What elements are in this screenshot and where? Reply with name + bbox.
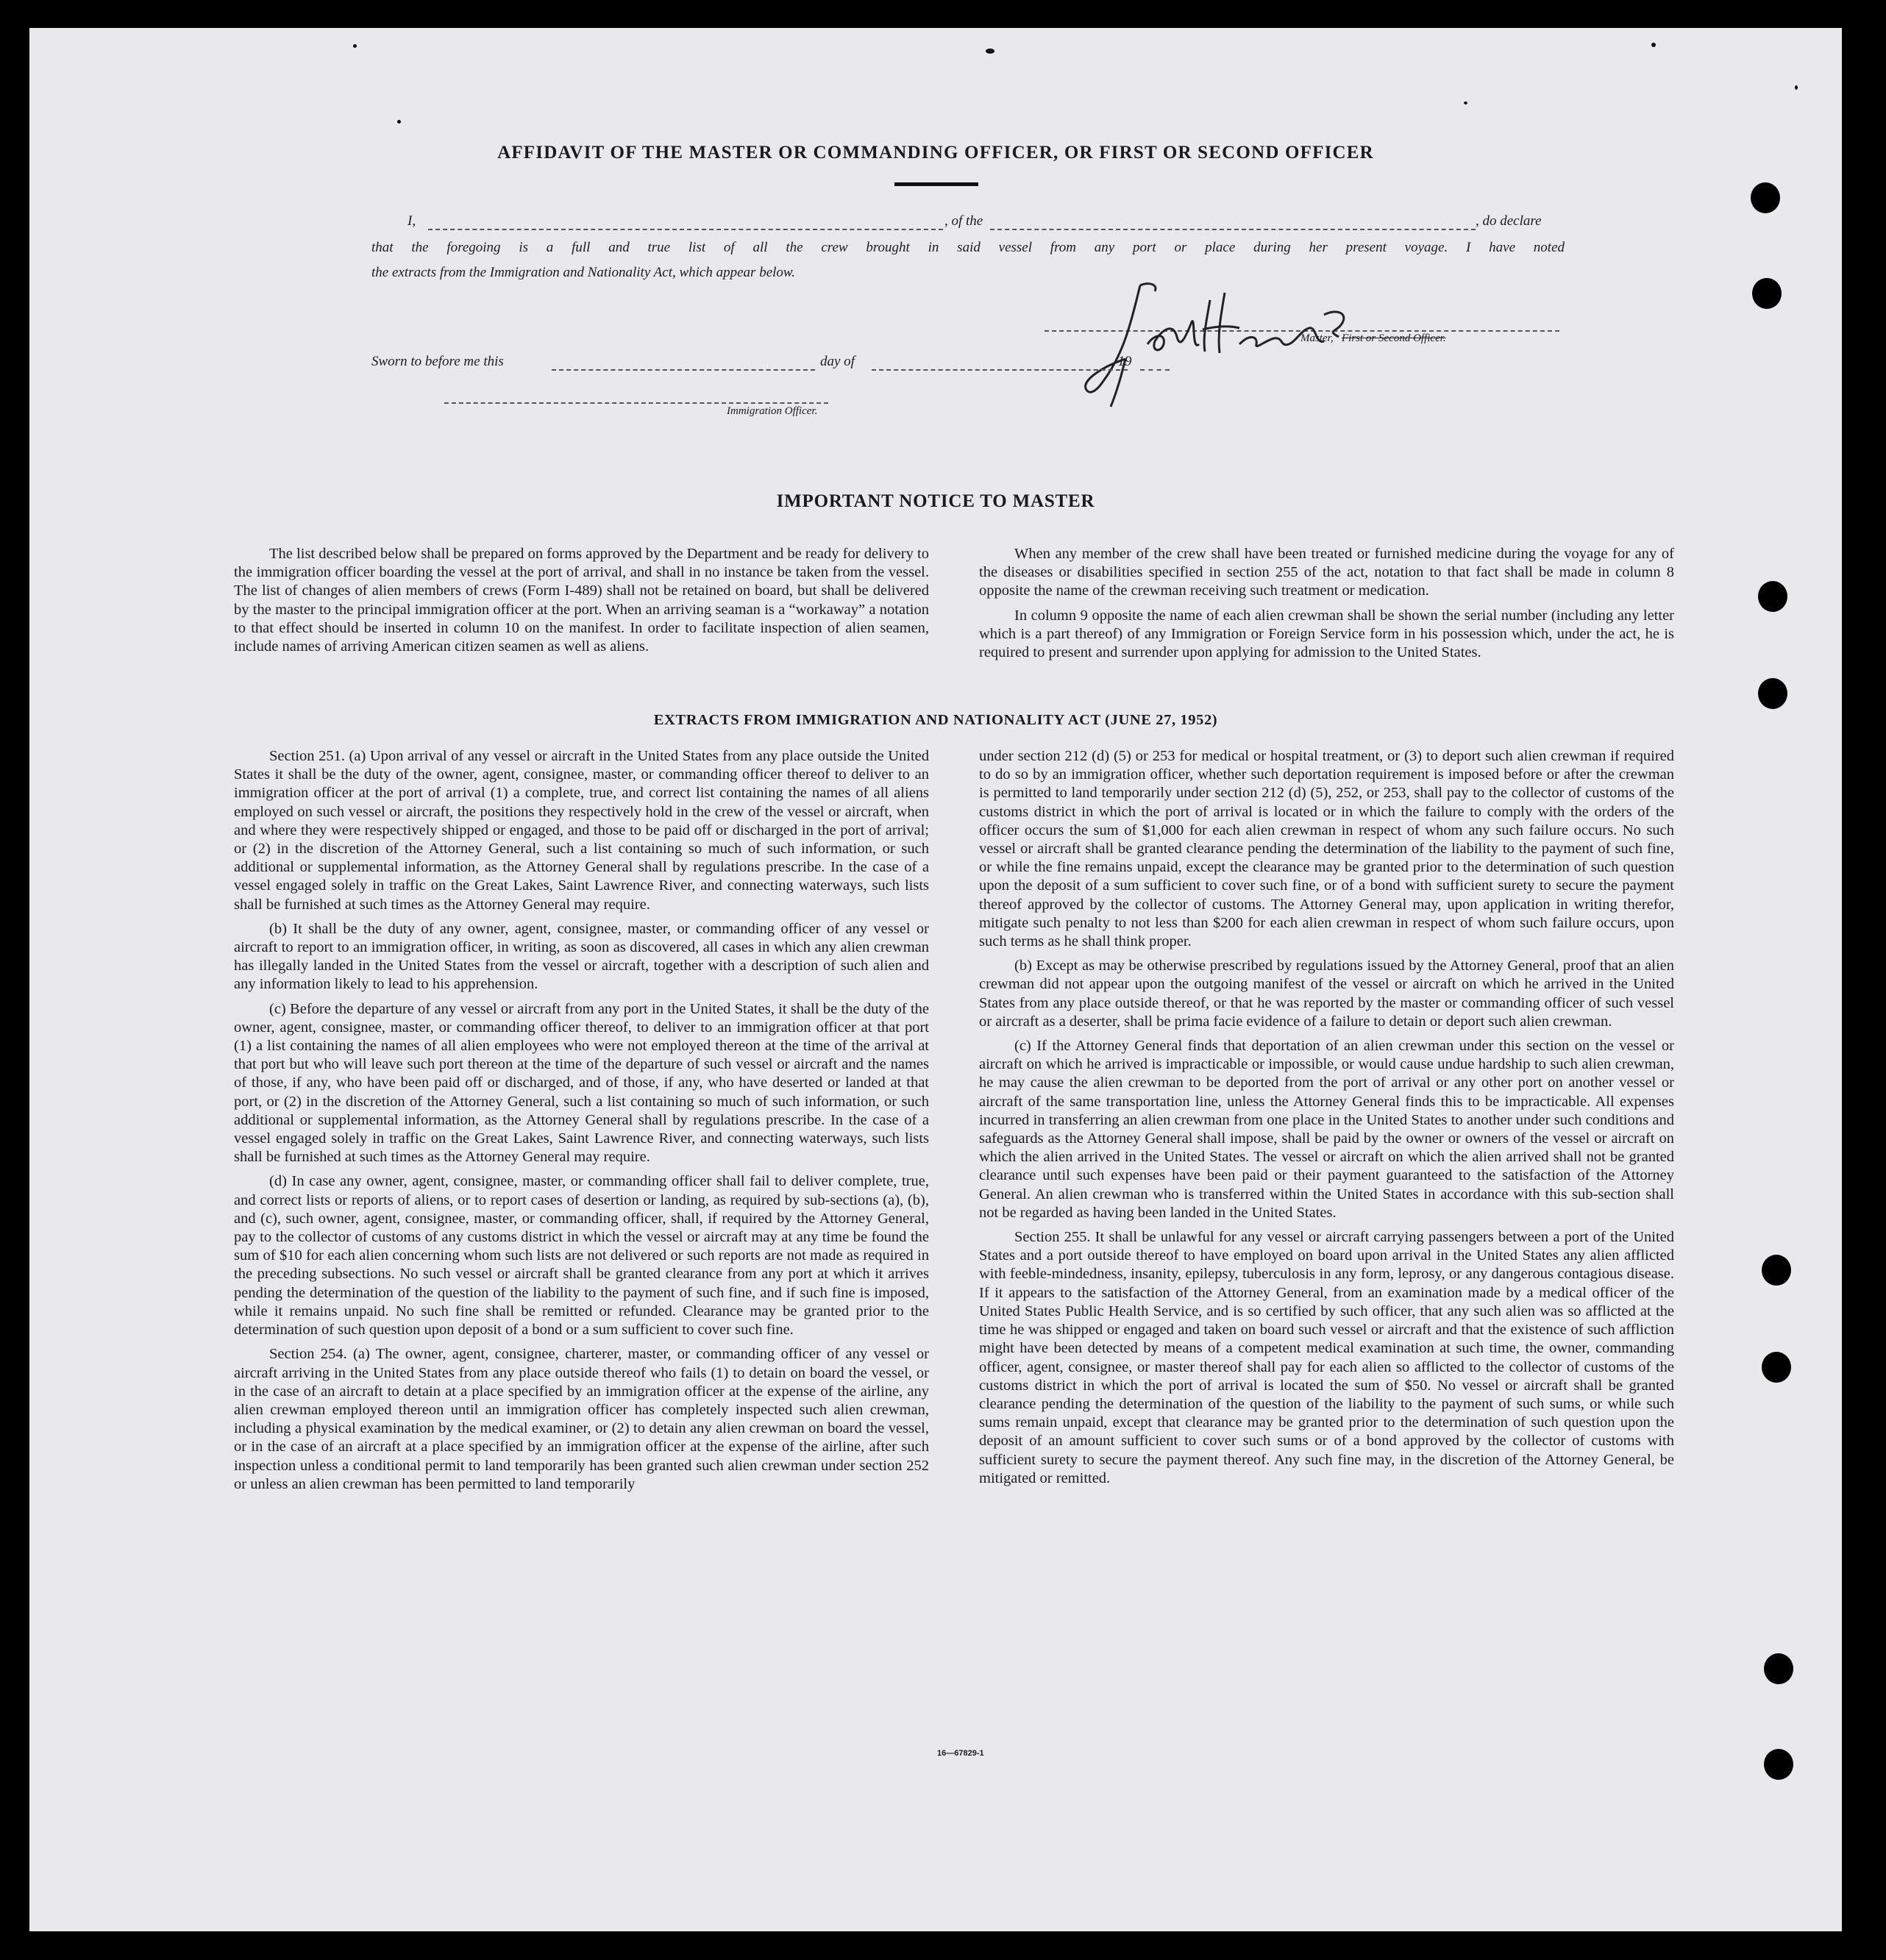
notice-title: IMPORTANT NOTICE TO MASTER: [776, 491, 1095, 511]
affidavit-line3: the extracts from the Immigration and Nationality Act, which appear below.: [371, 265, 795, 280]
affidavit-i: I,: [408, 213, 416, 229]
section-254-a-continued: under section 212 (d) (5) or 253 for medical or hospital treatment, or (3) to deport such alien crewman if required to do so by an immigration officer, whether such deportation requirement is imposed before or after the crewman is permitted to land temporarily under section 212 (d) (5), 252, or 253, shall pay to the collector of customs of the customs district in which the port of arrival is located or in which the failure to comply with the orders of the officer occurs the sum of $1,000 for each alien crewman in respect of whom any such failure occurs. No such vessel or aircraft shall be granted clearance pending the determination of the liability to the payment of such fine, or while the fine remains unpaid, except the clearance may be granted prior to the determination of such question upon the deposit of a sum sufficient to cover such fine, or of a bond with sufficient surety to secure the payment thereof approved by the collector of customs. The Attorney General may, upon application in writing therefor, mitigate such penalty to not less than $200 for each alien crewman in respect of whom such failure occurs, upon such terms as he shall think proper.: [979, 748, 1674, 950]
scan-speck: [1464, 101, 1467, 104]
section-254-a: Section 254. (a) The owner, agent, consignee, charterer, master, or commanding officer of any vessel or aircraft arriving in the United States from any place outside thereof who fails (1) to detain on board the vessel, or in the case of an aircraft to detain at a place specified by an immigration officer at the expense of the airline, any alien crewman employed thereon until an immigration officer has completely inspected such alien crewman, including a physical examination by the medical examiner, or (2) to detain any alien crewman on board the vessel, or in the case of an aircraft at a place specified by an immigration officer at the expense of the airline, after such inspection unless a conditional permit to land temporarily has been granted such alien crewman under section 252 or unless an alien crewman has been permitted to land temporarily: [234, 1346, 929, 1492]
section-251-b: (b) It shall be the duty of any owner, agent, consignee, master, or commanding officer of any vessel or aircraft to report to an immigration officer, in writing, as soon as discovered, all cases in which any alien crewman has illegally landed in the United States from the vessel or aircraft, together with a description of such alien and any information likely to lead to his apprehension.: [234, 920, 929, 993]
form-number: 16—67829-1: [937, 1749, 984, 1758]
extracts-left-column: [234, 747, 929, 1500]
notice-left-column: [234, 545, 929, 662]
notice-right-column: [979, 545, 1674, 668]
sworn-label: Sworn to before me this: [371, 354, 504, 369]
year-blank[interactable]: [1140, 368, 1170, 371]
section-254-b: (b) Except as may be otherwise prescribed by regulations issued by the Attorney General, proof that an alien crewman did not appear upon the outgoing manifest of the vessel or aircraft on which he arrived in the United States from any place outside thereof, or that he was reported by the master or commanding officer of such vessel or aircraft as a deserter, shall be prima facie evidence of a failure to detain or deport such alien crewman.: [979, 958, 1674, 1030]
scan-speck: [353, 44, 357, 48]
section-251-c: (c) Before the departure of any vessel or aircraft from any port in the United States, it shall be the duty of the owner, agent, consignee, master, or commanding officer thereof, to deliver to an immigration officer at that port (1) a list containing the names of all alien employees who were not employed thereon at the time of the arrival at that port but who will leave such port thereon at the time of the departure of such vessel or aircraft and the names of those, if any, who have been paid off or discharged, and of those, if any, who have deserted or landed at that port, or (2) in the discretion of the Attorney General, such a list containing so much of such information, or such additional or supplemental information, as the Attorney General shall by regulations prescribe. In the case of a vessel engaged solely in traffic on the Great Lakes, Saint Lawrence River, and connecting waterways, such lists shall be furnished at such times as the Attorney General may require.: [234, 1000, 929, 1166]
master-label: Master,: [1300, 332, 1334, 344]
section-254-c: (c) If the Attorney General finds that deportation of an alien crewman under this section on the vessel or aircraft on which he arrived is impracticable or impossible, or would cause undue hardship to such alien crewman, he may cause the alien crewman to be deported from the port of arrival or any other port on another vessel or aircraft of the same transportation line, unless the Attorney General finds this to be impracticable. All expenses incurred in transferring an alien crewman from one place in the United States to another under such conditions and safeguards as the Attorney General shall impose, shall be paid by the owner or owners of the vessel or aircraft on which the alien arrived in the United States. The vessel or aircraft on which the alien arrived shall not be granted clearance until such expenses have been paid or their payment guaranteed to the satisfaction of the Attorney General. An alien crewman who is transferred within the United States in accordance with this sub-section shall not be regarded as having been landed in the United States.: [979, 1038, 1674, 1221]
name-blank[interactable]: [428, 228, 943, 230]
scan-speck: [986, 49, 994, 54]
vessel-blank[interactable]: [990, 228, 1476, 230]
punch-hole: [1758, 581, 1787, 612]
scan-speck: [397, 120, 401, 124]
section-251-d: (d) In case any owner, agent, consignee, master, or commanding officer shall fail to deliver complete, true, and correct lists or reports of aliens, or to report cases of desertion or landing, as required by sub-sections (a), (b), and (c), such owner, agent, consignee, master, or commanding officer, shall, if required by the Attorney General, pay to the collector of customs of any customs district in which the vessel or aircraft may at any time be found the sum of $10 for each alien concerning whom such lists are not delivered or such reports are not made as required in the preceding subsections. No such vessel or aircraft shall be granted clearance from any port at which it arrives pending the determination of the question of the liability to the payment of such fine, and if such fine is imposed, while it remains unpaid. No such fine shall be remitted or refunded. Clearance may be granted prior to the determination of such question upon deposit of a bond or a sum sufficient to cover such fine.: [234, 1173, 929, 1339]
section-251-a: Section 251. (a) Upon arrival of any vessel or aircraft in the United States from any place outside the United States it shall be the duty of the owner, agent, consignee, master, or commanding officer thereof to deliver to an immigration officer at the port of arrival (1) a complete, true, and correct list containing the names of all aliens employed on such vessel or aircraft, the positions they respectively hold in the crew of the vessel or aircraft, when and where they were respectively shipped or engaged, and those to be paid off or discharged in the port of arrival; or (2) in the discretion of the Attorney General, such a list containing so much of such information, or such additional or supplemental information, as the Attorney General shall by regulations prescribe. In the case of a vessel engaged solely in traffic on the Great Lakes, Saint Lawrence River, and connecting waterways, such lists shall be furnished at such times as the Attorney General may require.: [234, 748, 929, 913]
month-blank[interactable]: [872, 368, 1128, 371]
title-rule: [894, 182, 978, 186]
document-page: [29, 28, 1842, 1931]
section-255: Section 255. It shall be unlawful for any vessel or aircraft carrying passengers between a port of the United States and a port outside thereof to have employed on board upon arrival in the United States any alien afflicted with feeble-mindedness, insanity, epilepsy, tuberculosis in any form, leprosy, or any dangerous contagious disease. If it appears to the satisfaction of the Attorney General, from an examination made by a medical officer of the United States Public Health Service, and is so certified by such officer, that any such alien was so afflicted at the time he was shipped or engaged and taken on board such vessel or aircraft and that the existence of such affliction might have been detected by means of a competent medical examination at such time, the owner, commanding officer, agent, consignee, or master thereof shall pay for each alien so afflicted to the collector of customs of the customs district in which the port of arrival is located the sum of $50. No vessel or aircraft shall be granted clearance pending the determination of the question of the liability to the payment of such sums, or while such sums remain unpaid, except that clearance may be granted prior to the determination of such question upon the deposit of an amount sufficient to cover such sums or of a bond approved by the collector of customs with sufficient surety to secure the payment thereof. Any such fine may, in the discretion of the Attorney General, be mitigated or remitted.: [979, 1229, 1674, 1486]
punch-hole: [1758, 678, 1787, 709]
scan-speck: [1651, 43, 1656, 47]
affidavit-line2: that the foregoing is a full and true list of all the crew brought in said vessel from any port or place during her present voyage. I have noted: [371, 240, 1565, 255]
punch-hole: [1751, 182, 1780, 213]
notice-right-paragraph-2: In column 9 opposite the name of each alien crewman shall be shown the serial number (including any letter which is a part thereof) of any Immigration or Foreign Service form in his possession which, under the act, he is required to present and surrender upon applying for admission to the United States.: [979, 607, 1674, 661]
immigration-officer-line[interactable]: [444, 402, 828, 404]
punch-hole: [1764, 1653, 1793, 1684]
sworn-date-blank[interactable]: [552, 368, 815, 371]
extracts-right-column: [979, 747, 1674, 1494]
affidavit-do-declare: , do declare: [1476, 213, 1542, 229]
immigration-officer-label: Immigration Officer.: [727, 405, 818, 417]
punch-hole: [1764, 1749, 1793, 1780]
notice-left-paragraph: The list described below shall be prepared on forms approved by the Department and be ready for delivery to the immigration officer boarding the vessel at the port of arrival, and shall in no instance be taken from the vessel. The list of changes of alien members of crews (Form I-489) shall not be retained on board, but shall be delivered by the master to the principal immigration officer at the port. When an arriving seaman is a “workaway” a notation to that effect should be inserted in column 10 on the manifest. In order to facilitate inspection of alien seamen, include names of arriving American citizen seamen as well as aliens.: [234, 546, 929, 655]
notice-right-paragraph-1: When any member of the crew shall have been treated or furnished medicine during the voyage for any of the diseases or disabilities specified in section 255 of the act, notation to that fact shall be made in column 8 opposite the name of the crewman receiving such treatment or medication.: [979, 546, 1674, 599]
day-of-label: day of: [820, 354, 855, 369]
punch-hole: [1762, 1255, 1791, 1286]
year-label: , 19: [1111, 354, 1132, 369]
scan-speck: [1795, 85, 1798, 90]
punch-hole: [1762, 1352, 1791, 1383]
punch-hole: [1752, 278, 1782, 309]
officer-label-struck: First or Second Officer.: [1342, 332, 1446, 344]
affidavit-of-the: , of the: [944, 213, 983, 229]
extracts-title: EXTRACTS FROM IMMIGRATION AND NATIONALITY ACT (JUNE 27, 1952): [653, 712, 1218, 728]
affidavit-title: AFFIDAVIT OF THE MASTER OR COMMANDING OFFICER, OR FIRST OR SECOND OFFICER: [497, 143, 1374, 163]
